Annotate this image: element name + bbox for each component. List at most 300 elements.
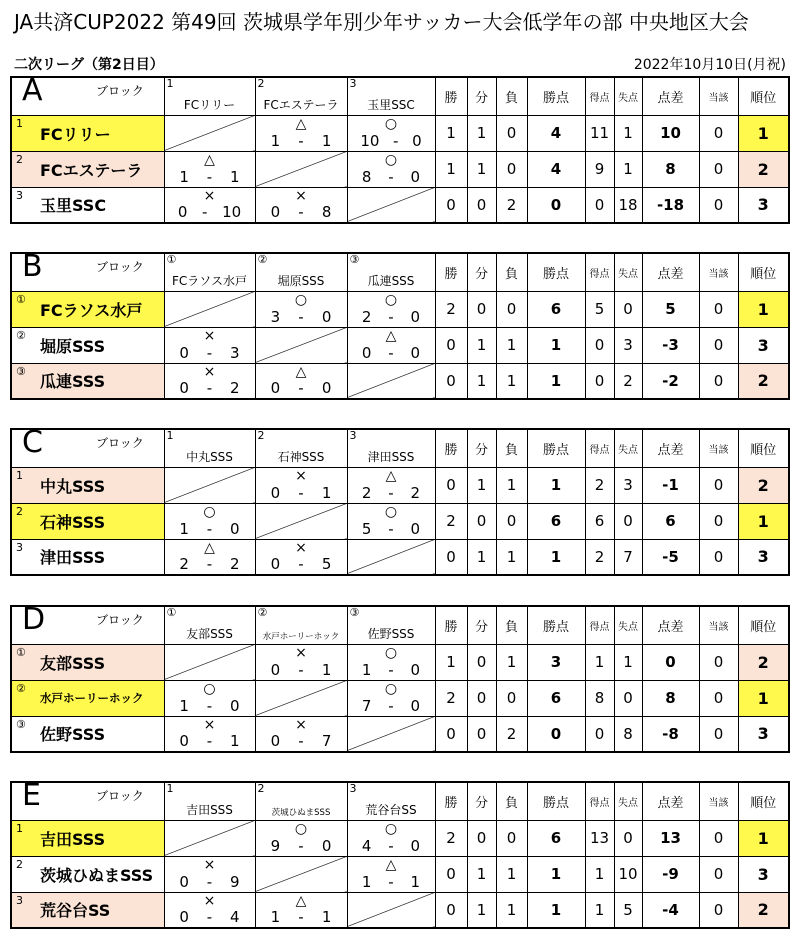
team-name-cell — [11, 856, 164, 892]
goals-for: 1 — [361, 660, 372, 679]
team-name-cell — [11, 539, 164, 575]
stat-rank: 1 — [738, 680, 789, 716]
match-score — [256, 483, 347, 502]
self-match-cell — [255, 856, 347, 892]
team-name-cell — [11, 680, 164, 716]
match-result-cell — [164, 892, 255, 928]
goals-against: 8 — [321, 203, 332, 221]
stat-gf: 0 — [585, 327, 614, 363]
score-separator: - — [388, 836, 394, 855]
self-match-cell — [164, 820, 255, 856]
header-row — [11, 606, 789, 644]
block-header — [11, 782, 164, 820]
header-draw: 分 — [467, 253, 496, 291]
block-b — [10, 252, 788, 400]
opponent-number: 1 — [166, 429, 174, 442]
stat-h2h: 0 — [699, 644, 738, 680]
goals-against: 0 — [410, 307, 421, 326]
opponent-header — [255, 77, 347, 115]
self-match-cell — [164, 644, 255, 680]
stat-draw: 1 — [467, 467, 496, 503]
stat-loss: 0 — [496, 503, 527, 539]
match-result-cell — [255, 115, 347, 151]
stat-rank: 2 — [738, 467, 789, 503]
stat-gf: 1 — [585, 644, 614, 680]
goals-for: 0 — [270, 483, 281, 502]
team-number: 2 — [16, 152, 23, 166]
stat-h2h: 0 — [699, 820, 738, 856]
goals-for: 1 — [179, 167, 189, 186]
opponent-header — [255, 782, 347, 820]
block-label: ブロック — [96, 436, 144, 450]
opponent-header — [255, 606, 347, 644]
team-name-cell — [11, 151, 164, 187]
score-separator: - — [388, 307, 394, 326]
goals-against: 0 — [321, 836, 332, 855]
team-name-cell — [11, 503, 164, 539]
score-separator: - — [298, 555, 304, 573]
match-result-cell — [255, 644, 347, 680]
match-score — [256, 307, 347, 326]
match-result-cell — [347, 503, 435, 539]
stat-draw: 1 — [467, 539, 496, 575]
stat-win: 0 — [435, 187, 467, 223]
result-mark: × — [203, 716, 216, 733]
match-result-cell — [164, 363, 255, 399]
score-separator: - — [298, 131, 304, 150]
match-score — [348, 167, 435, 186]
score-separator: - — [206, 519, 213, 538]
result-mark: × — [203, 856, 216, 873]
match-result-cell — [347, 151, 435, 187]
self-match-cell — [347, 187, 435, 223]
result-mark: × — [203, 187, 216, 204]
stat-h2h: 0 — [699, 291, 738, 327]
match-score — [165, 205, 255, 220]
goals-against: 3 — [230, 343, 240, 362]
match-result-cell — [347, 820, 435, 856]
result-mark: ○ — [203, 503, 216, 520]
stat-ga: 0 — [614, 820, 642, 856]
match-result-cell — [255, 892, 347, 928]
goals-against: 5 — [321, 555, 332, 573]
stat-ga: 1 — [614, 115, 642, 151]
stat-win: 2 — [435, 820, 467, 856]
match-score — [348, 696, 435, 715]
stat-gd: 8 — [642, 151, 699, 187]
stat-points: 0 — [527, 716, 585, 752]
stat-h2h: 0 — [699, 151, 738, 187]
stat-loss: 1 — [496, 467, 527, 503]
match-score — [165, 696, 255, 715]
block-letter: B — [22, 253, 43, 284]
match-score — [165, 343, 255, 362]
result-mark: ○ — [384, 644, 398, 661]
score-separator: - — [298, 660, 304, 679]
stat-gf: 11 — [585, 115, 614, 151]
stat-h2h: 0 — [699, 467, 738, 503]
score-separator: - — [206, 732, 213, 750]
goals-for: 0 — [270, 203, 281, 221]
stat-draw: 0 — [467, 716, 496, 752]
stat-draw: 0 — [467, 187, 496, 223]
match-score — [348, 660, 435, 679]
match-score — [348, 343, 435, 362]
stat-gf: 5 — [585, 291, 614, 327]
table-row — [11, 363, 789, 399]
stat-ga: 10 — [614, 856, 642, 892]
opponent-number: 1 — [166, 77, 174, 90]
goals-for: 7 — [361, 696, 372, 715]
table-row — [11, 892, 789, 928]
stat-h2h: 0 — [699, 187, 738, 223]
header-points: 勝点 — [527, 606, 585, 644]
result-mark: ○ — [294, 820, 308, 837]
team-name: FCエステーラ — [40, 160, 143, 180]
stat-rank: 2 — [738, 644, 789, 680]
league-table — [10, 428, 790, 576]
opponent-header — [347, 782, 435, 820]
result-mark: × — [295, 644, 307, 661]
stat-loss: 0 — [496, 115, 527, 151]
match-score — [348, 131, 435, 150]
goals-against: 1 — [230, 167, 240, 186]
result-mark: △ — [204, 539, 215, 556]
match-score — [256, 836, 347, 855]
header-h2h: 当該 — [699, 606, 738, 644]
stat-draw: 0 — [467, 503, 496, 539]
header-points: 勝点 — [527, 253, 585, 291]
score-separator: - — [388, 660, 394, 679]
team-name: 瓜連SSS — [40, 372, 106, 392]
goals-for: 2 — [179, 555, 189, 573]
match-score — [256, 734, 347, 749]
goals-against: 0 — [321, 307, 332, 326]
team-name-cell — [11, 187, 164, 223]
stat-draw: 0 — [467, 820, 496, 856]
league-table — [10, 76, 790, 224]
match-score — [165, 557, 255, 572]
stat-loss: 0 — [496, 151, 527, 187]
match-result-cell — [164, 503, 255, 539]
match-result-cell — [255, 467, 347, 503]
table-row — [11, 115, 789, 151]
result-mark: ○ — [384, 151, 398, 168]
stat-gd: -8 — [642, 716, 699, 752]
stat-h2h: 0 — [699, 680, 738, 716]
team-name: 中丸SSS — [40, 476, 106, 496]
stat-ga: 1 — [614, 151, 642, 187]
stat-win: 2 — [435, 503, 467, 539]
header-draw: 分 — [467, 606, 496, 644]
stat-gd: -9 — [642, 856, 699, 892]
stat-points: 6 — [527, 291, 585, 327]
goals-for: 10 — [360, 131, 380, 150]
result-mark: × — [203, 363, 216, 380]
opponent-number: 2 — [257, 782, 265, 795]
match-result-cell — [255, 187, 347, 223]
stat-ga: 0 — [614, 503, 642, 539]
goals-against: 0 — [410, 167, 421, 186]
result-mark: ○ — [384, 291, 398, 308]
stat-rank: 1 — [738, 115, 789, 151]
header-ga: 失点 — [614, 429, 642, 467]
stat-loss: 2 — [496, 187, 527, 223]
block-letter: E — [22, 782, 41, 813]
goals-against: 1 — [321, 483, 332, 502]
block-header — [11, 429, 164, 467]
header-loss: 負 — [496, 429, 527, 467]
goals-for: 0 — [270, 732, 281, 750]
header-gd: 点差 — [642, 253, 699, 291]
block-header — [11, 77, 164, 115]
match-score — [348, 519, 435, 538]
table-row — [11, 539, 789, 575]
stat-gd: 13 — [642, 820, 699, 856]
stat-ga: 5 — [614, 892, 642, 928]
match-score — [165, 381, 255, 396]
stat-points: 3 — [527, 644, 585, 680]
header-row — [11, 782, 789, 820]
stat-rank: 1 — [738, 291, 789, 327]
goals-for: 2 — [361, 483, 372, 502]
header-gd: 点差 — [642, 77, 699, 115]
team-number: 3 — [16, 893, 23, 907]
header-points: 勝点 — [527, 782, 585, 820]
block-header — [11, 606, 164, 644]
goals-against: 2 — [230, 555, 240, 573]
match-result-cell — [164, 327, 255, 363]
header-win: 勝 — [435, 77, 467, 115]
match-score — [165, 872, 255, 891]
opponent-number: 1 — [166, 782, 174, 795]
block-letter: A — [22, 77, 43, 108]
stat-points: 0 — [527, 187, 585, 223]
header-gf: 得点 — [585, 429, 614, 467]
team-name: FCリリー — [40, 124, 111, 144]
stat-points: 6 — [527, 680, 585, 716]
team-number: ② — [16, 328, 26, 342]
match-score — [348, 872, 435, 891]
header-gd: 点差 — [642, 782, 699, 820]
score-separator: - — [202, 203, 208, 221]
stat-loss: 0 — [496, 291, 527, 327]
opponent-number: ① — [166, 606, 177, 619]
match-result-cell — [347, 467, 435, 503]
stat-gf: 0 — [585, 716, 614, 752]
match-result-cell — [347, 115, 435, 151]
opponent-number: 2 — [257, 429, 265, 442]
opponent-name: 佐野SSS — [367, 626, 415, 641]
stat-win: 2 — [435, 291, 467, 327]
self-match-cell — [255, 680, 347, 716]
stat-win: 1 — [435, 151, 467, 187]
score-separator: - — [388, 872, 394, 891]
table-row — [11, 820, 789, 856]
header-rank: 順位 — [738, 606, 789, 644]
goals-for: 4 — [361, 836, 372, 855]
stat-rank: 3 — [738, 327, 789, 363]
goals-for: 0 — [270, 555, 281, 573]
stat-win: 0 — [435, 363, 467, 399]
stat-rank: 2 — [738, 363, 789, 399]
header-points: 勝点 — [527, 429, 585, 467]
goals-for: 2 — [361, 307, 372, 326]
opponent-number: 3 — [349, 77, 357, 90]
stat-gd: -18 — [642, 187, 699, 223]
stat-h2h: 0 — [699, 363, 738, 399]
stat-h2h: 0 — [699, 539, 738, 575]
match-result-cell — [164, 151, 255, 187]
match-result-cell — [347, 291, 435, 327]
result-mark: △ — [385, 467, 397, 484]
stat-win: 0 — [435, 716, 467, 752]
match-score — [348, 307, 435, 326]
stat-gf: 2 — [585, 539, 614, 575]
team-number: ① — [16, 292, 26, 306]
stat-rank: 3 — [738, 539, 789, 575]
team-name-cell — [11, 467, 164, 503]
score-separator: - — [206, 343, 213, 362]
goals-against: 7 — [321, 732, 332, 750]
block-e — [10, 781, 788, 929]
stat-draw: 0 — [467, 644, 496, 680]
result-mark: △ — [295, 363, 307, 380]
header-h2h: 当該 — [699, 77, 738, 115]
stat-ga: 18 — [614, 187, 642, 223]
match-result-cell — [164, 680, 255, 716]
stat-win: 0 — [435, 539, 467, 575]
match-date: 2022年10月10日(月祝) — [633, 57, 786, 73]
goals-against: 0 — [230, 519, 240, 538]
opponent-number: ② — [257, 606, 268, 619]
score-separator: - — [206, 167, 213, 186]
team-number: ③ — [16, 717, 26, 731]
stat-win: 2 — [435, 680, 467, 716]
result-mark: △ — [295, 115, 307, 132]
stat-loss: 2 — [496, 716, 527, 752]
header-gf: 得点 — [585, 77, 614, 115]
opponent-header — [347, 606, 435, 644]
header-h2h: 当該 — [699, 782, 738, 820]
stat-loss: 1 — [496, 856, 527, 892]
goals-against: 0 — [230, 696, 240, 715]
header-loss: 負 — [496, 782, 527, 820]
self-match-cell — [164, 115, 255, 151]
stat-loss: 1 — [496, 644, 527, 680]
stat-points: 1 — [527, 467, 585, 503]
opponent-name: 水戸ホーリーホック — [262, 631, 340, 642]
self-match-cell — [347, 892, 435, 928]
opponent-number: 3 — [349, 782, 357, 795]
score-separator: - — [388, 519, 394, 538]
score-separator: - — [298, 836, 304, 855]
goals-against: 0 — [410, 660, 421, 679]
stat-gd: 0 — [642, 644, 699, 680]
match-result-cell — [255, 539, 347, 575]
match-result-cell — [347, 856, 435, 892]
header-win: 勝 — [435, 429, 467, 467]
stat-loss: 0 — [496, 680, 527, 716]
block-d — [10, 605, 788, 753]
block-letter: D — [22, 606, 46, 637]
stat-h2h: 0 — [699, 503, 738, 539]
match-score — [256, 205, 347, 220]
block-letter: C — [22, 429, 43, 460]
result-mark: △ — [204, 151, 215, 168]
league-table — [10, 252, 790, 400]
score-separator: - — [206, 696, 213, 715]
stat-rank: 2 — [738, 892, 789, 928]
header-gf: 得点 — [585, 782, 614, 820]
table-row — [11, 187, 789, 223]
opponent-name: 津田SSS — [367, 449, 415, 464]
header-win: 勝 — [435, 782, 467, 820]
block-header — [11, 253, 164, 291]
league-table — [10, 781, 790, 929]
team-name-cell — [11, 115, 164, 151]
stat-win: 1 — [435, 644, 467, 680]
match-result-cell — [255, 716, 347, 752]
opponent-name: FCラソス水戸 — [171, 273, 248, 288]
score-separator: - — [388, 167, 394, 186]
stat-draw: 1 — [467, 363, 496, 399]
team-name: 津田SSS — [40, 548, 106, 568]
header-win: 勝 — [435, 606, 467, 644]
match-result-cell — [255, 291, 347, 327]
goals-for: 0 — [179, 343, 189, 362]
opponent-name: 吉田SSS — [186, 802, 233, 817]
stat-rank: 3 — [738, 187, 789, 223]
block-label: ブロック — [96, 613, 144, 627]
stat-gf: 1 — [585, 856, 614, 892]
team-number: ① — [16, 645, 26, 659]
result-mark: × — [295, 539, 307, 556]
match-score — [256, 557, 347, 572]
team-number: 3 — [16, 188, 23, 202]
goals-for: 1 — [179, 519, 189, 538]
header-rank: 順位 — [738, 253, 789, 291]
header-loss: 負 — [496, 606, 527, 644]
table-row — [11, 644, 789, 680]
team-number: 1 — [16, 468, 23, 482]
result-mark: × — [203, 327, 216, 344]
stat-gf: 13 — [585, 820, 614, 856]
goals-for: 1 — [270, 908, 281, 926]
self-match-cell — [347, 539, 435, 575]
stat-gd: 10 — [642, 115, 699, 151]
team-name: 堀原SSS — [40, 336, 106, 356]
goals-for: 1 — [361, 872, 372, 891]
goals-against: 2 — [410, 483, 421, 502]
goals-against: 0 — [410, 836, 421, 855]
stat-loss: 1 — [496, 363, 527, 399]
match-score — [256, 910, 347, 925]
header-h2h: 当該 — [699, 253, 738, 291]
stat-points: 6 — [527, 503, 585, 539]
stat-gd: -3 — [642, 327, 699, 363]
team-number: 2 — [16, 857, 23, 871]
match-score — [256, 381, 347, 396]
score-separator: - — [298, 483, 304, 502]
goals-against: 1 — [321, 660, 332, 679]
goals-for: 8 — [361, 167, 372, 186]
result-mark: △ — [385, 327, 397, 344]
goals-for: 0 — [361, 343, 372, 362]
stat-loss: 0 — [496, 820, 527, 856]
stat-gf: 0 — [585, 187, 614, 223]
table-row — [11, 467, 789, 503]
